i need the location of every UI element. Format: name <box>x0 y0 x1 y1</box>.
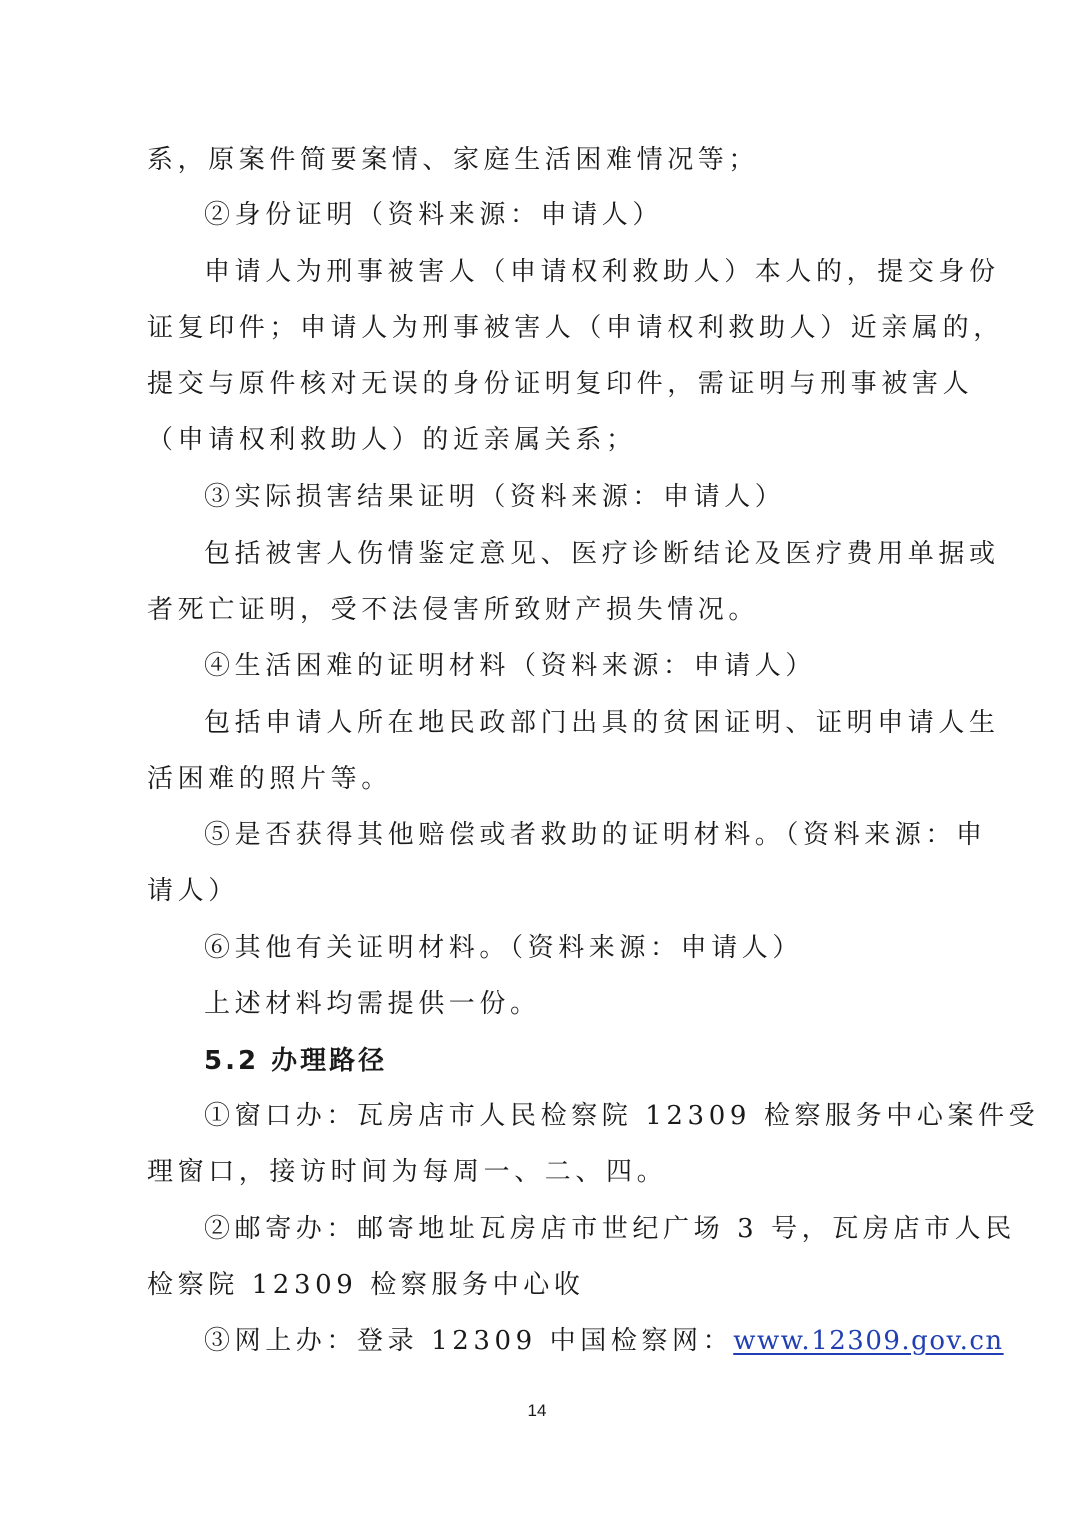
body-text-line: 申请人为刑事被害人（申请权利救助人）本人的，提交身份 <box>204 257 1000 287</box>
body-text-line: 检察院 12309 检察服务中心收 <box>147 1270 585 1300</box>
body-text-line: 者死亡证明，受不法侵害所致财产损失情况。 <box>147 595 760 625</box>
route-item-online-text: ③网上办：登录 12309 中国检察网： <box>204 1326 734 1356</box>
body-text-line: 包括申请人所在地民政部门出具的贫困证明、证明申请人生 <box>204 708 1000 738</box>
body-text-line: 理窗口，接访时间为每周一、二、四。 <box>147 1157 668 1187</box>
website-link[interactable]: www.12309.gov.cn <box>733 1326 1004 1356</box>
body-text-line: 提交与原件核对无误的身份证明复印件，需证明与刑事被害人 <box>147 369 974 399</box>
page-number: 14 <box>527 1401 547 1420</box>
route-item-window: ①窗口办：瓦房店市人民检察院 12309 检察服务中心案件受 <box>204 1101 1040 1131</box>
section-heading: 5.2 办理路径 <box>204 1046 388 1076</box>
body-text-line: （申请权利救助人）的近亲属关系； <box>147 425 637 455</box>
item-4-heading: ④生活困难的证明材料（资料来源：申请人） <box>204 651 817 681</box>
route-item-mail: ②邮寄办：邮寄地址瓦房店市世纪广场 3 号，瓦房店市人民 <box>204 1214 1016 1244</box>
body-text-line: 证复印件；申请人为刑事被害人（申请权利救助人）近亲属的， <box>147 313 1004 343</box>
body-text-line: 上述材料均需提供一份。 <box>204 989 541 1019</box>
item-5-heading: ⑤是否获得其他赔偿或者救助的证明材料。（资料来源：申 <box>204 820 987 850</box>
item-2-heading: ②身份证明（资料来源：申请人） <box>204 200 664 230</box>
route-item-online <box>204 1324 1004 1358</box>
body-text-line: 系，原案件简要案情、家庭生活困难情况等； <box>147 145 760 175</box>
item-6-heading: ⑥其他有关证明材料。（资料来源：申请人） <box>204 933 804 963</box>
body-text-line: 包括被害人伤情鉴定意见、医疗诊断结论及医疗费用单据或 <box>204 539 1000 569</box>
item-3-heading: ③实际损害结果证明（资料来源：申请人） <box>204 482 786 512</box>
body-text-line: 请人） <box>147 876 239 906</box>
body-text-line: 活困难的照片等。 <box>147 764 392 794</box>
